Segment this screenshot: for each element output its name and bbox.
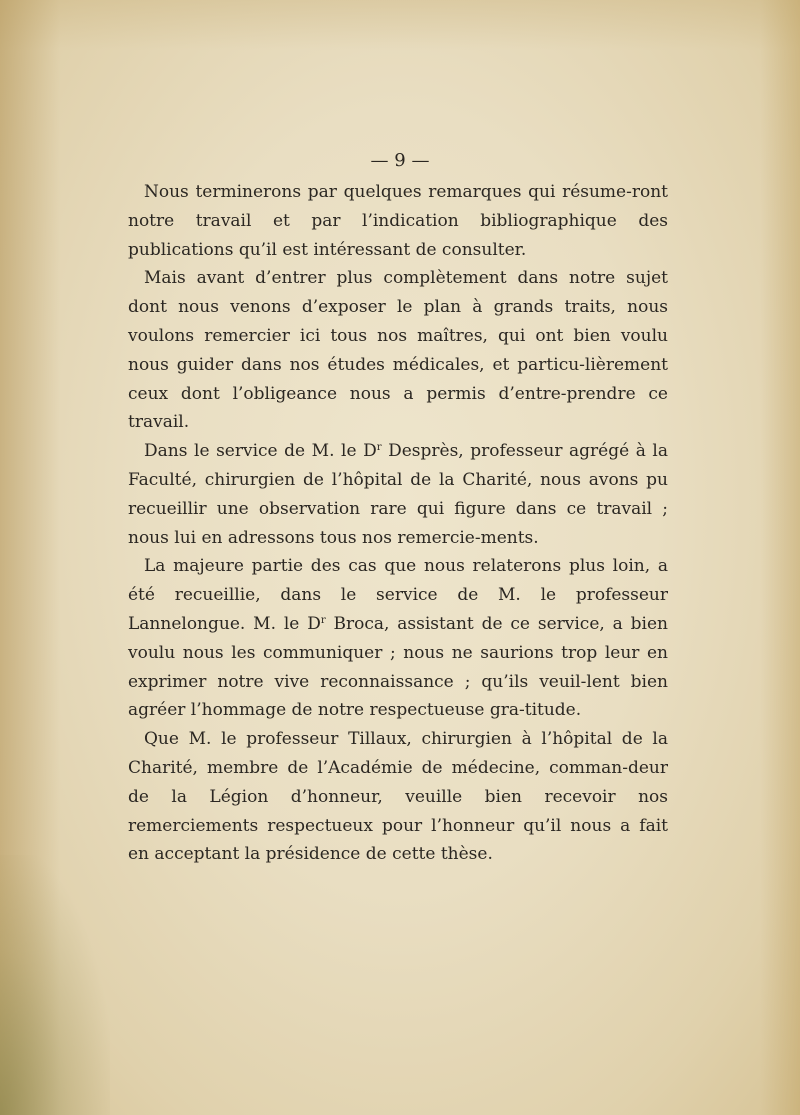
paragraph-lannelongue-before: La majeure partie des cas que nous relaterons plus loin, a été recueillie, dans le service de M. le professeur Lannelongue. M. le D <box>128 556 668 634</box>
paragraph-despres-after: Desprès, professeur agrégé à la Faculté, chirurgien de l’hôpital de la Charité, nous avons pu recueillir une observation rare qui figure dans ce travail ; nous lui en adressons tous nos remercie-ments. <box>128 441 668 548</box>
body-text <box>128 178 668 869</box>
doctor-abbrev-superscript: r <box>376 442 382 454</box>
doctor-abbrev-superscript: r <box>320 614 326 626</box>
paragraph-lannelongue <box>128 552 668 725</box>
paragraph-despres <box>128 437 668 552</box>
paragraph-despres-before: Dans le service de M. le D <box>144 441 377 462</box>
paper-stain-top <box>0 0 800 50</box>
page-number: — 9 — <box>370 150 430 171</box>
paragraph-thanks-teachers: Mais avant d’entrer plus complètement dans notre sujet dont nous venons d’exposer le plan à grands traits, nous voulons remercier ici tous nos maîtres, qui ont bien voulu nous guider dans nos études médicales, et particu-lièrement ceux dont l’obligeance nous a permis d’entre-prendre ce travail. <box>128 268 668 433</box>
paragraph-lannelongue-after: Broca, assistant de ce service, a bien voulu nous les communiquer ; nous ne saurions trop leur en exprimer notre vive reconnaissance ; qu’ils veuil-lent bien agréer l’hommage de notre respectueuse gra-titude. <box>128 613 668 721</box>
paragraph-conclusion-intro: Nous terminerons par quelques remarques qui résume-ront notre travail et par l’indication bibliographique des publications qu’il est intéressant de consulter. <box>128 182 668 260</box>
paragraph-tillaux: Que M. le professeur Tillaux, chirurgien à l’hôpital de la Charité, membre de l’Académie de médecine, comman-deur de la Légion d’honneur, veuille bien recevoir nos remerciements respectueux pour l’honneur qu’il nous a fait en acceptant la présidence de cette thèse. <box>128 729 668 865</box>
paper-stain-corner <box>0 855 110 1115</box>
